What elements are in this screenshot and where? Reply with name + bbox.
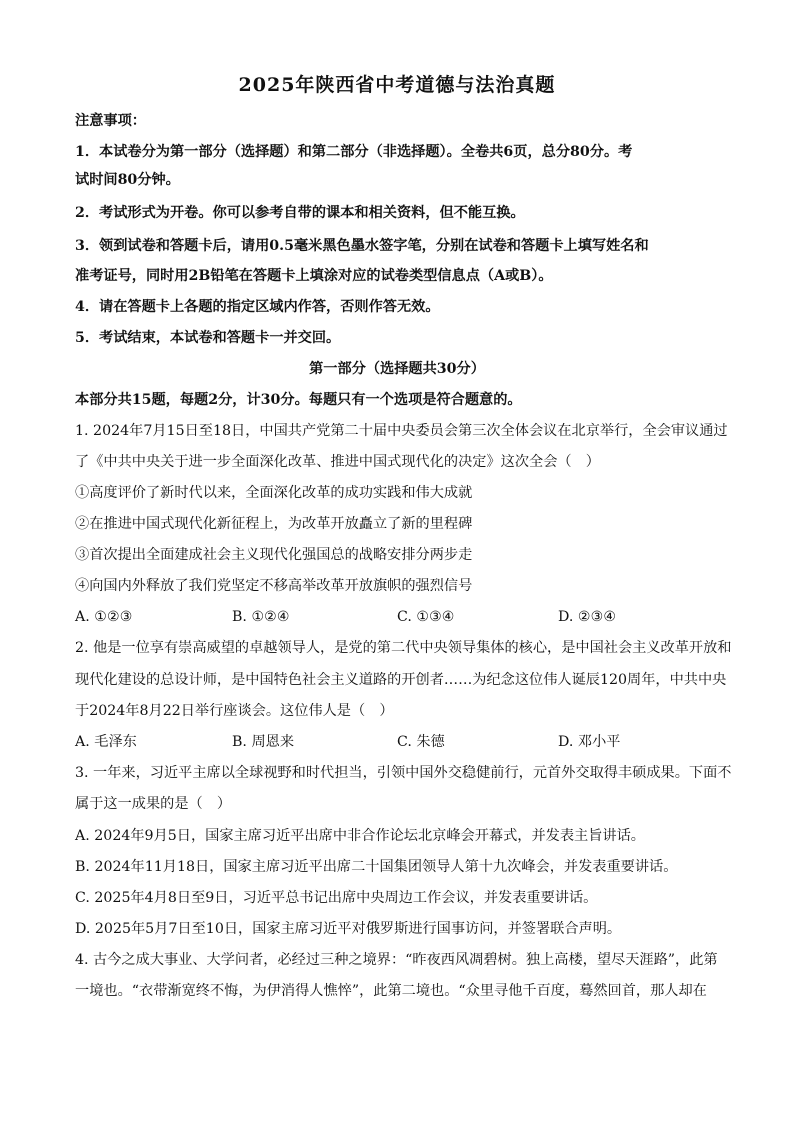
question-2-line: 现代化建设的总设计师，是中国特色社会主义道路的开创者……为纪念这位伟人诞辰120周年，中共中央 <box>75 672 727 688</box>
option-b[interactable]: B. ①②④ <box>232 609 290 625</box>
question-3-line: 3. 一年来，习近平主席以全球视野和时代担当，引领中国外交稳健前行，元首外交取得丰硕成果。下面不 <box>75 765 732 781</box>
option-d[interactable]: D. 邓小平 <box>558 734 621 750</box>
question-1-statement: ①高度评价了新时代以来，全面深化改革的成功实践和伟大成就 <box>75 485 473 501</box>
question-1-line: 1. 2024年7月15日至18日，中国共产党第二十届中央委员会第三次全体会议在北京举行，全会审议通过 <box>75 423 728 439</box>
page-title: 2025年陕西省中考道德与法治真题 <box>238 74 556 96</box>
notice-item: 试时间80分钟。 <box>75 172 180 188</box>
notice-item: 4．请在答题卡上各题的指定区域内作答，否则作答无效。 <box>75 299 440 315</box>
option-b[interactable]: B. 周恩来 <box>232 734 295 750</box>
question-4-line: 一境也。“衣带渐宽终不悔，为伊消得人憔悴”，此第二境也。“众里寻他千百度，蓦然回首，那人却在 <box>75 983 707 999</box>
part1-instruction: 本部分共15题，每题2分，计30分。每题只有一个选项是符合题意的。 <box>75 392 522 408</box>
option-c[interactable]: C. ①③④ <box>397 609 455 625</box>
option-c[interactable]: C. 朱德 <box>397 734 445 750</box>
question-1-options <box>75 607 725 627</box>
question-1-line: 了《中共中央关于进一步全面深化改革、推进中国式现代化的决定》这次全会（ ） <box>75 454 600 470</box>
notice-item: 3．领到试卷和答题卡后，请用0.5毫米黑色墨水签字笔，分别在试卷和答题卡上填写姓名和 <box>75 238 649 254</box>
option-c[interactable]: C. 2025年4月8日至9日，习近平总书记出席中央周边工作会议，并发表重要讲话。 <box>75 890 598 906</box>
question-2-line: 2. 他是一位享有崇高威望的卓越领导人，是党的第二代中央领导集体的核心，是中国社会主义改革开放和 <box>75 640 732 656</box>
option-a[interactable]: A. 2024年9月5日，国家主席习近平出席中非合作论坛北京峰会开幕式，并发表主旨讲话。 <box>75 828 645 844</box>
option-d[interactable]: D. ②③④ <box>558 609 617 625</box>
option-d[interactable]: D. 2025年5月7日至10日，国家主席习近平对俄罗斯进行国事访问，并签署联合声明。 <box>75 921 622 937</box>
question-1-statement: ④向国内外释放了我们党坚定不移高举改革开放旗帜的强烈信号 <box>75 578 473 594</box>
option-a[interactable]: A. ①②③ <box>75 609 133 625</box>
question-4-line: 4. 古今之成大事业、大学问者，必经过三种之境界：“昨夜西风凋碧树。独上高楼，望尽天涯路”，此第 <box>75 952 718 968</box>
option-b[interactable]: B. 2024年11月18日，国家主席习近平出席二十国集团领导人第十九次峰会，并发表重要讲话。 <box>75 859 678 875</box>
question-1-statement: ③首次提出全面建成社会主义现代化强国总的战略安排分两步走 <box>75 547 473 563</box>
notice-item: 准考证号，同时用2B铅笔在答题卡上填涂对应的试卷类型信息点（A或B）。 <box>75 268 553 284</box>
notice-item: 5．考试结束，本试卷和答题卡一并交回。 <box>75 330 341 346</box>
option-a[interactable]: A. 毛泽东 <box>75 734 137 750</box>
notice-item: 1．本试卷分为第一部分（选择题）和第二部分（非选择题）。全卷共6页，总分80分。考 <box>75 144 633 160</box>
question-2-options <box>75 732 725 752</box>
question-2-line: 于2024年8月22日举行座谈会。这位伟人是（ ） <box>75 703 394 719</box>
notice-heading: 注意事项： <box>75 113 146 129</box>
question-1-statement: ②在推进中国式现代化新征程上，为改革开放矗立了新的里程碑 <box>75 516 473 532</box>
question-3-line: 属于这一成果的是（ ） <box>75 796 232 812</box>
notice-item: 2．考试形式为开卷。你可以参考自带的课本和相关资料，但不能互换。 <box>75 205 525 221</box>
part1-heading: 第一部分（选择题共30分） <box>309 361 485 377</box>
